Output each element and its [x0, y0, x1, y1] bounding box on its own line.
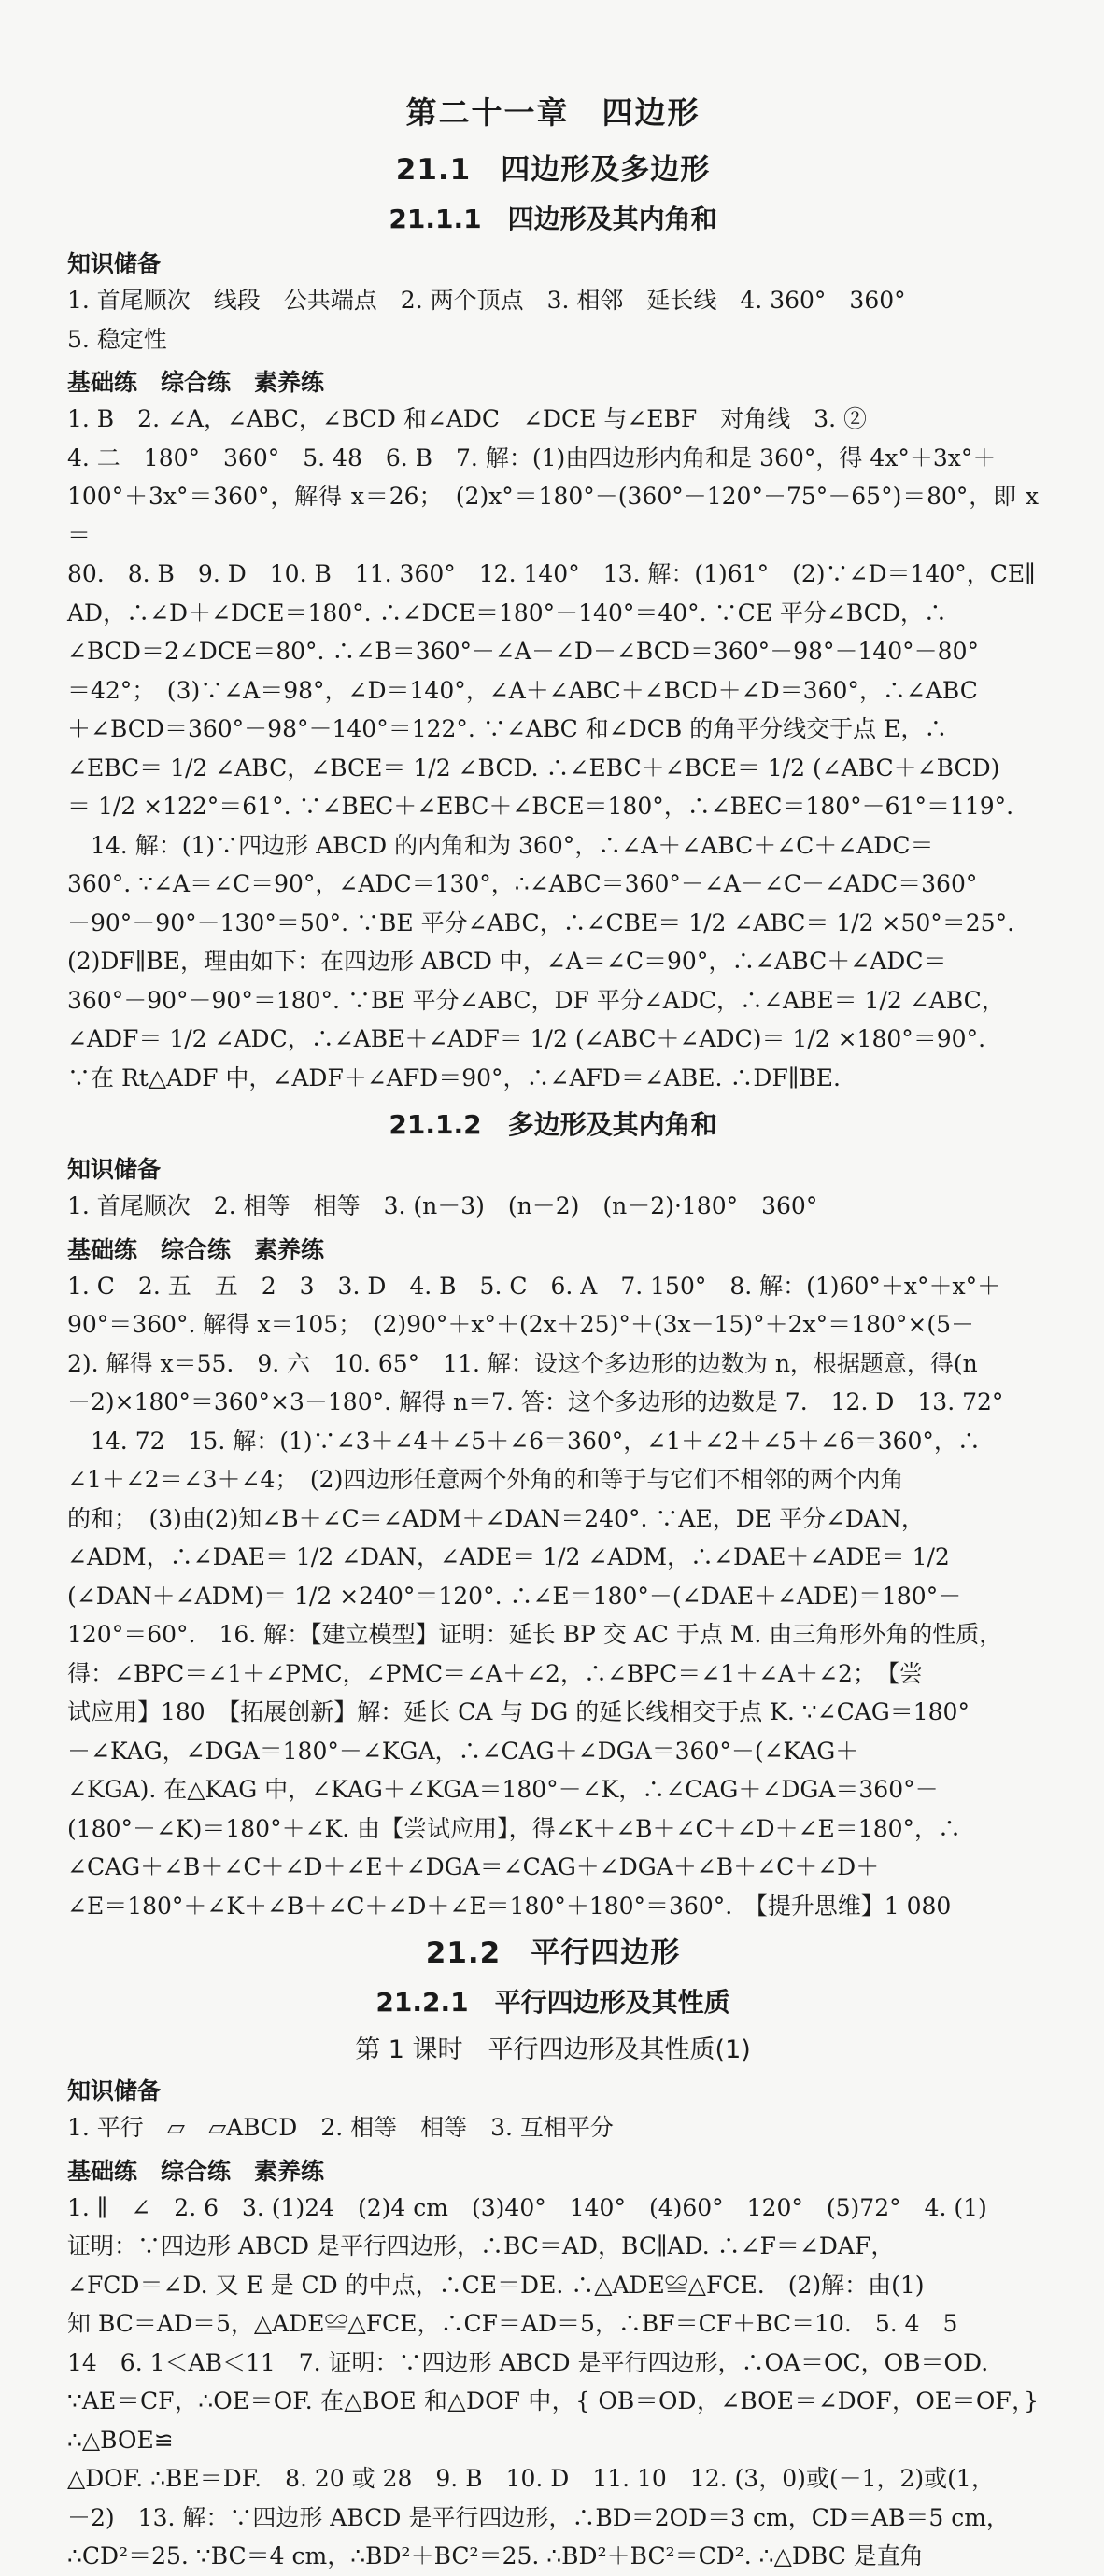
lesson-title: 第 1 课时 平行四边形及其性质(1) — [355, 2035, 751, 2064]
answer-line: 14. 解：(1)∵四边形 ABCD 的内角和为 360°，∴∠A＋∠ABC＋∠C＋∠ADC＝ — [67, 831, 934, 859]
answer-line: 1. C 2. 五 五 2 3 3. D 4. B 5. C 6. A 7. 150° 8. 解：(1)60°＋x°＋x°＋ — [67, 1272, 1001, 1300]
answer-line: ∠CAG＋∠B＋∠C＋∠D＋∠E＋∠DGA＝∠CAG＋∠DGA＋∠B＋∠C＋∠D＋ — [67, 1853, 880, 1880]
answer-line: ∠E＝180°＋∠K＋∠B＋∠C＋∠D＋∠E＝180°＋180°＝360°. 【提升思维】1 080 — [67, 1892, 952, 1920]
answer-line: 14 6. 1＜AB＜11 7. 证明：∵四边形 ABCD 是平行四边形，∴OA＝OC，OB＝OD. — [67, 2348, 989, 2376]
answer-line: 知 BC＝AD＝5，△ADE≌△FCE，∴CF＝AD＝5，∴BF＝CF＋BC＝10. 5. 4 5 — [67, 2310, 958, 2337]
knowledge-answers — [67, 2108, 1039, 2147]
chapter-title: 第二十一章 四边形 — [405, 94, 701, 131]
section-title-21-2: 21.2 平行四边形 — [425, 1936, 681, 1970]
answer-line: 14. 72 15. 解：(1)∵∠3＋∠4＋∠5＋∠6＝360°，∠1＋∠2＋∠5＋∠6＝360°，∴ — [67, 1427, 981, 1455]
subsection-title-21-1-2: 21.1.2 多边形及其内角和 — [389, 1109, 717, 1140]
answer-line: 360°－90°－90°＝180°. ∵BE 平分∠ABC，DF 平分∠ADC，∴∠ABE＝ 1/2 ∠ABC， — [67, 986, 1005, 1014]
answer-line: ∠BCD＝2∠DCE＝80°. ∴∠B＝360°－∠A－∠D－∠BCD＝360°－98°－140°－80° — [67, 638, 979, 665]
answer-line: 1. 首尾顺次 线段 公共端点 2. 两个顶点 3. 相邻 延长线 4. 360° 360° — [67, 287, 906, 314]
practice-heading: 基础练 综合练 素养练 — [67, 1235, 325, 1263]
answer-line: (∠DAN＋∠ADM)＝ 1/2 ×240°＝120°. ∴∠E＝180°－(∠DAE＋∠ADE)＝180°－ — [67, 1582, 962, 1610]
practice-heading: 基础练 综合练 素养练 — [67, 369, 325, 396]
answer-line: ＝42°； (3)∵∠A＝98°，∠D＝140°，∠A＋∠ABC＋∠BCD＋∠D＝360°，∴∠ABC — [67, 676, 978, 704]
answer-line: 1. B 2. ∠A，∠ABC，∠BCD 和∠ADC ∠DCE 与∠EBF 对角线 3. ② — [67, 405, 868, 432]
answer-line: △DOF. ∴BE＝DF. 8. 20 或 28 9. B 10. D 11. 10 12. (3，0)或(－1，2)或(1， — [67, 2465, 995, 2492]
practice-answers — [67, 400, 1039, 1097]
answer-line: 得：∠BPC＝∠1＋∠PMC，∠PMC＝∠A＋∠2，∴∠BPC＝∠1＋∠A＋∠2； 【尝 — [67, 1659, 923, 1687]
answer-line: ＋∠BCD＝360°－98°－140°＝122°. ∵∠ABC 和∠DCB 的角平分线交于点 E，∴ — [67, 715, 948, 742]
subsection-title-21-2-1: 21.2.1 平行四边形及其性质 — [375, 1987, 730, 2018]
answer-line: ∠EBC＝ 1/2 ∠ABC，∠BCE＝ 1/2 ∠BCD. ∴∠EBC＋∠BCE＝ 1/2 (∠ABC＋∠BCD) — [67, 753, 1000, 781]
section-title-21-1: 21.1 四边形及多边形 — [395, 153, 711, 187]
knowledge-heading: 知识储备 — [67, 2077, 162, 2104]
practice-answers — [67, 2189, 1046, 2576]
answer-line: －2) 13. 解：∵四边形 ABCD 是平行四边形，∴BD＝2OD＝3 cm，CD＝AB＝5 cm， — [67, 2503, 1010, 2531]
practice-heading: 基础练 综合练 素养练 — [67, 2157, 325, 2185]
answer-line: ∵在 Rt△ADF 中，∠ADF＋∠AFD＝90°，∴∠AFD＝∠ABE. ∴DF∥BE. — [67, 1063, 841, 1091]
answer-line: ∴CD²＝25. ∵BC＝4 cm，∴BD²＋BC²＝25. ∴BD²＋BC²＝CD². ∴△DBC 是直角 — [67, 2542, 924, 2569]
answer-line: 120°＝60°. 16. 解：【建立模型】证明：延长 BP 交 AC 于点 M. 由三角形外角的性质， — [67, 1621, 1003, 1648]
answer-line: －2)×180°＝360°×3－180°. 解得 n＝7. 答：这个多边形的边数是 7. 12. D 13. 72° — [67, 1388, 1004, 1415]
answer-line: 2). 解得 x＝55. 9. 六 10. 65° 11. 解：设这个多边形的边数为 n，根据题意，得(n — [67, 1349, 978, 1377]
answer-line: (2)DF∥BE，理由如下：在四边形 ABCD 中，∠A＝∠C＝90°，∴∠ABC＋∠ADC＝ — [67, 948, 947, 975]
knowledge-answers — [67, 1187, 1039, 1226]
answer-line: ∠ADF＝ 1/2 ∠ADC，∴∠ABE＋∠ADF＝ 1/2 (∠ABC＋∠ADC)＝ 1/2 ×180°＝90°. — [67, 1025, 986, 1052]
practice-answers — [67, 1267, 1039, 1926]
answer-line: －∠KAG，∠DGA＝180°－∠KGA，∴∠CAG＋∠DGA＝360°－(∠KAG＋ — [67, 1737, 859, 1765]
subsection-title-21-1-1: 21.1.1 四边形及其内角和 — [389, 204, 717, 234]
answer-line: 360°. ∵∠A＝∠C＝90°，∠ADC＝130°，∴∠ABC＝360°－∠A－∠C－∠ADC＝360° — [67, 870, 978, 897]
knowledge-heading: 知识储备 — [67, 1156, 162, 1183]
answer-line: ∠KGA). 在△KAG 中，∠KAG＋∠KGA＝180°－∠K，∴∠CAG＋∠DGA＝360°－ — [67, 1776, 939, 1803]
answer-line: －90°－90°－130°＝50°. ∵BE 平分∠ABC，∴∠CBE＝ 1/2 ∠ABC＝ 1/2 ×50°＝25°. — [67, 908, 1015, 936]
answer-line: ∠ADM，∴∠DAE＝ 1/2 ∠DAN，∠ADE＝ 1/2 ∠ADM，∴∠DAE＋∠ADE＝ 1/2 — [67, 1543, 950, 1570]
answer-line: 证明：∵四边形 ABCD 是平行四边形，∴BC＝AD，BC∥AD. ∴∠F＝∠DAF， — [67, 2232, 895, 2259]
answer-line: 1. 平行 ▱ ▱ABCD 2. 相等 相等 3. 互相平分 — [67, 2114, 614, 2141]
knowledge-answers — [67, 281, 1039, 359]
answer-line: 试应用】180 【拓展创新】解：延长 CA 与 DG 的延长线相交于点 K. ∵∠CAG＝180° — [67, 1698, 970, 1725]
answer-line: 90°＝360°. 解得 x＝105； (2)90°＋x°＋(2x＋25)°＋(3x－15)°＋2x°＝180°×(5－ — [67, 1311, 974, 1338]
answer-line: 5. 稳定性 — [67, 325, 167, 353]
answer-line: 1. ∥ ∠ 2. 6 3. (1)24 (2)4 cm (3)40° 140° (4)60° 120° (5)72° 4. (1) — [67, 2193, 987, 2221]
answer-line: 1. 首尾顺次 2. 相等 相等 3. (n－3) (n－2) (n－2)·180° 360° — [67, 1192, 818, 1219]
answer-line: AD，∴∠D＋∠DCE＝180°. ∴∠DCE＝180°－140°＝40°. ∵CE 平分∠BCD，∴ — [67, 598, 947, 626]
answer-line: 4. 二 180° 360° 5. 48 6. B 7. 解：(1)由四边形内角和是 360°，得 4x°＋3x°＋ — [67, 443, 997, 472]
answer-line: ＝ 1/2 ×122°＝61°. ∵∠BEC＋∠EBC＋∠BCE＝180°，∴∠BEC＝180°－61°＝119°. — [67, 793, 1014, 820]
answer-line: 的和； (3)由(2)知∠B＋∠C＝∠ADM＋∠DAN＝240°. ∵AE，DE 平分∠DAN， — [67, 1504, 925, 1532]
answer-line: ∠1＋∠2＝∠3＋∠4； (2)四边形任意两个外角的和等于与它们不相邻的两个内角 — [67, 1466, 904, 1493]
answer-line: ∠FCD＝∠D. 又 E 是 CD 的中点，∴CE＝DE. ∴△ADE≌△FCE. (2)解：由(1) — [67, 2271, 925, 2299]
answer-line: (180°－∠K)＝180°＋∠K. 由【尝试应用】，得∠K＋∠B＋∠C＋∠D＋∠E＝180°，∴ — [67, 1814, 962, 1842]
answer-line: 80. 8. B 9. D 10. B 11. 360° 12. 140° 13. 解：(1)61° (2)∵∠D＝140°，CE∥ — [67, 560, 1036, 587]
answer-line: ∵AE＝CF，∴OE＝OF. 在△BOE 和△DOF 中，{ OB＝OD，∠BOE＝∠DOF，OE＝OF，} ∴△BOE≌ — [67, 2387, 1046, 2454]
knowledge-heading: 知识储备 — [67, 250, 162, 277]
answer-line: 100°＋3x°＝360°，解得 x＝26； (2)x°＝180°－(360°－120°－75°－65°)＝80°，即 x＝ — [67, 483, 1039, 549]
